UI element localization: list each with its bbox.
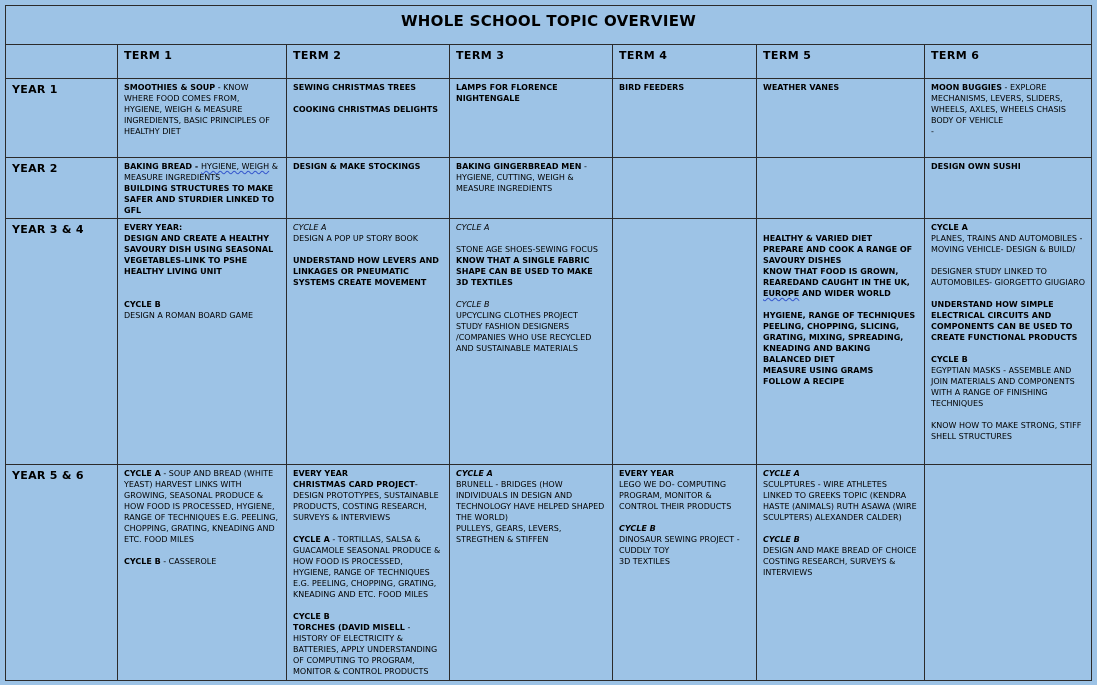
y56-t5-cycle-a: CYCLE A xyxy=(763,469,800,478)
y1-t6-topic: MOON BUGGIES xyxy=(931,83,1002,92)
y1-term-2 xyxy=(287,79,450,158)
y56-term-5 xyxy=(757,465,925,681)
y2-t1-detail: & MEASURE INGREDIENTS xyxy=(124,162,278,182)
page-title: WHOLE SCHOOL TOPIC OVERVIEW xyxy=(6,6,1092,45)
term-4-header: TERM 4 xyxy=(613,45,757,79)
y56-t1-cycle-a: CYCLE A xyxy=(124,469,161,478)
y34-t6-planes: PLANES, TRAINS AND AUTOMOBILES - MOVING VEHICLE- DESIGN & BUILD/ xyxy=(931,234,1083,254)
topic-overview-table xyxy=(5,5,1092,681)
y1-t4-topic: BIRD FEEDERS xyxy=(619,83,685,92)
corner-cell xyxy=(6,45,118,79)
term-1-header: TERM 1 xyxy=(118,45,287,79)
y34-t5-recipe: FOLLOW A RECIPE xyxy=(763,377,845,386)
term-3-header: TERM 3 xyxy=(450,45,613,79)
y1-t1-detail: - KNOW WHERE FOOD COMES FROM, HYGIENE, WEIGH & MEASURE INGREDIENTS, BASIC PRINCIPLES OF HEALTHY DIET xyxy=(124,83,270,136)
y34-term-6 xyxy=(925,219,1092,465)
year-1-row xyxy=(6,79,1092,158)
y34-t5-europe: EUROPE xyxy=(763,289,800,298)
y1-t5-topic: WEATHER VANES xyxy=(763,83,840,92)
y2-term-2 xyxy=(287,158,450,219)
y34-t6-designer: DESIGNER STUDY LINKED TO AUTOMOBILES- GIORGETTO GIUGIARO xyxy=(931,267,1086,287)
y56-t4-cycle-b: CYCLE B xyxy=(619,524,656,533)
y34-t5-grown: KNOW THAT FOOD IS GROWN, REAREDAND CAUGHT IN THE UK, xyxy=(763,267,910,287)
y2-term-1 xyxy=(118,158,287,219)
y34-t1-board-game: DESIGN A ROMAN BOARD GAME xyxy=(124,311,254,320)
y34-term-3 xyxy=(450,219,613,465)
y1-term-3 xyxy=(450,79,613,158)
y34-t1-savoury-dish: DESIGN AND CREATE A HEALTHY SAVOURY DISH USING SEASONAL VEGETABLES-LINK TO PSHE HEALTHY LIVING UNIT xyxy=(124,234,274,276)
y34-term-4 xyxy=(613,219,757,465)
y56-t2-cycle-a: CYCLE A xyxy=(293,535,330,544)
y34-t1-every-year: EVERY YEAR: xyxy=(124,223,183,232)
y56-t1-cycle-b: CYCLE B xyxy=(124,557,161,566)
y56-term-2 xyxy=(287,465,450,681)
y1-t2-topic-a: SEWING CHRISTMAS TREES xyxy=(293,83,417,92)
term-5-header: TERM 5 xyxy=(757,45,925,79)
y34-t3-cycle-a: CYCLE A xyxy=(456,223,490,232)
y34-term-2 xyxy=(287,219,450,465)
y56-t3-brunell: BRUNELL - BRIDGES (HOW INDIVIDUALS IN DESIGN AND TECHNOLOGY HAVE HELPED SHAPED THE WORLD) xyxy=(456,480,605,522)
y2-term-3 xyxy=(450,158,613,219)
y2-t1-structures: BUILDING STRUCTURES TO MAKE SAFER AND STURDIER LINKED TO GFL xyxy=(124,184,275,215)
y34-term-5 xyxy=(757,219,925,465)
y1-t6-detail: - EXPLORE MECHANISMS, LEVERS, SLIDERS, WHEELS, AXLES, WHEELS CHASIS BODY OF VEHICLE xyxy=(931,83,1066,125)
y2-t6-topic: DESIGN OWN SUSHI xyxy=(931,162,1021,171)
y56-t1-casserole: - CASSEROLE xyxy=(160,557,217,566)
year-5-6-row xyxy=(6,465,1092,681)
y1-t1-topic: SMOOTHIES & SOUP xyxy=(124,83,216,92)
y2-t1-topic: BAKING BREAD - xyxy=(124,162,201,171)
term-6-header: TERM 6 xyxy=(925,45,1092,79)
year-1-label: YEAR 1 xyxy=(6,79,118,158)
y34-t5-hygiene: HYGIENE, RANGE OF TECHNIQUES PEELING, CHOPPING, SLICING, GRATING, MIXING, SPREADING, KNEADING AND BAKING xyxy=(763,311,916,353)
year-3-4-row xyxy=(6,219,1092,465)
y56-t2-every-year: EVERY YEAR xyxy=(293,469,349,478)
y34-t6-circuits: UNDERSTAND HOW SIMPLE ELECTRICAL CIRCUITS AND COMPONENTS CAN BE USED TO CREATE FUNCTIONAL PRODUCTS xyxy=(931,300,1078,342)
y34-t5-grams: MEASURE USING GRAMS xyxy=(763,366,874,375)
y56-t5-sculptures: SCULPTURES - WIRE ATHLETES LINKED TO GREEKS TOPIC (KENDRA HASTE (ANIMALS) RUTH ASAWA (WIRE SCULPTERS) ALEXANDER CALDER) xyxy=(763,480,917,522)
y34-t6-shell: KNOW HOW TO MAKE STRONG, STIFF SHELL STRUCTURES xyxy=(931,421,1082,441)
y1-t2-topic-b: COOKING CHRISTMAS DELIGHTS xyxy=(293,105,438,114)
y56-term-1 xyxy=(118,465,287,681)
y34-t1-cycle-b: CYCLE B xyxy=(124,300,161,309)
y34-t2-cycle-a: CYCLE A xyxy=(293,223,327,232)
y2-term-6 xyxy=(925,158,1092,219)
y34-t6-masks: EGYPTIAN MASKS - ASSEMBLE AND JOIN MATERIALS AND COMPONENTS WITH A RANGE OF FINISHING TECHNIQUES xyxy=(931,366,1075,408)
year-2-row xyxy=(6,158,1092,219)
y56-term-4 xyxy=(613,465,757,681)
year-3-4-label: YEAR 3 & 4 xyxy=(6,219,118,465)
y2-t1-underlined: HYGIENE, WEIGH xyxy=(200,162,270,171)
y56-t1-soup: - SOUP AND BREAD (WHITE YEAST) HARVEST LINKS WITH GROWING, SEASONAL PRODUCE & HOW FOOD IS PROCESSED, HYGIENE, RANGE OF TECHNIQUES E.G. PEELING, CHOPPING, GRATING, KNEADING AND ETC. FOOD MILES xyxy=(124,469,279,544)
y34-t3-fabric: KNOW THAT A SINGLE FABRIC SHAPE CAN BE USED TO MAKE 3D TEXTILES xyxy=(456,256,593,287)
y34-t3-stone-age: STONE AGE SHOES-SEWING FOCUS xyxy=(456,245,598,254)
year-5-6-label: YEAR 5 & 6 xyxy=(6,465,118,681)
y2-term-5 xyxy=(757,158,925,219)
y56-t4-every-year: EVERY YEAR xyxy=(619,469,675,478)
y56-t2-tortillas: - TORTILLAS, SALSA & GUACAMOLE SEASONAL PRODUCE & HOW FOOD IS PROCESSED, HYGIENE, RANGE OF TECHNIQUES E.G. PEELING, CHOPPING, GRATING, KNEADING AND ETC. FOOD MILES xyxy=(293,535,441,599)
y34-t3-upcycling: UPCYCLING CLOTHES PROJECT STUDY FASHION DESIGNERS /COMPANIES WHO USE RECYCLED AND SUSTAINABLE MATERIALS xyxy=(456,311,592,353)
y56-t2-card-detail: -DESIGN PROTOTYPES, SUSTAINABLE PRODUCTS, COSTING RESEARCH, SURVEYS & INTERVIEWS xyxy=(293,480,439,522)
y2-term-4 xyxy=(613,158,757,219)
y34-t5-balanced: BALANCED DIET xyxy=(763,355,835,364)
y2-t2-topic: DESIGN & MAKE STOCKINGS xyxy=(293,162,421,171)
y34-t5-prepare: PREPARE AND COOK A RANGE OF SAVOURY DISHES xyxy=(763,245,913,265)
y34-term-1 xyxy=(118,219,287,465)
y34-t6-cycle-a: CYCLE A xyxy=(931,223,968,232)
y56-t2-torches-detail: - HISTORY OF ELECTRICITY & BATTERIES, APPLY UNDERSTANDING OF COMPUTING TO PROGRAM, MONITOR & CONTROL PRODUCTS xyxy=(293,623,438,676)
term-2-header: TERM 2 xyxy=(287,45,450,79)
y56-t3-cycle-a: CYCLE A xyxy=(456,469,493,478)
y1-term-4 xyxy=(613,79,757,158)
y1-term-5 xyxy=(757,79,925,158)
y56-t2-card: CHRISTMAS CARD PROJECT xyxy=(293,480,415,489)
y1-t3-topic: LAMPS FOR FLORENCE NIGHTENGALE xyxy=(456,83,558,103)
y56-term-3 xyxy=(450,465,613,681)
header-row xyxy=(6,45,1092,79)
y34-t5-healthy: HEALTHY & VARIED DIET xyxy=(763,234,873,243)
y56-t5-cycle-b: CYCLE B xyxy=(763,535,800,544)
y56-t3-pulleys: PULLEYS, GEARS, LEVERS, STREGTHEN & STIFFEN xyxy=(456,524,562,544)
y56-t4-textiles: 3D TEXTILES xyxy=(619,557,670,566)
y56-t4-dinosaur: DINOSAUR SEWING PROJECT - CUDDLY TOY xyxy=(619,535,740,555)
y56-t2-torches: TORCHES (DAVID MISELL xyxy=(293,623,405,632)
y56-term-6 xyxy=(925,465,1092,681)
y1-term-6 xyxy=(925,79,1092,158)
y34-t3-cycle-b: CYCLE B xyxy=(456,300,490,309)
y56-t2-cycle-b: CYCLE B xyxy=(293,612,330,621)
y34-t6-cycle-b: CYCLE B xyxy=(931,355,968,364)
y34-t2-levers: UNDERSTAND HOW LEVERS AND LINKAGES OR PNEUMATIC SYSTEMS CREATE MOVEMENT xyxy=(293,256,439,287)
y1-t6-dash: - xyxy=(931,127,934,136)
y56-t4-lego: LEGO WE DO- COMPUTING PROGRAM, MONITOR & CONTROL THEIR PRODUCTS xyxy=(619,480,732,511)
y34-t2-pop-up: DESIGN A POP UP STORY BOOK xyxy=(293,234,419,243)
y1-term-1 xyxy=(118,79,287,158)
y2-t3-topic: BAKING GINGERBREAD MEN xyxy=(456,162,582,171)
y2-t3-detail: - HYGIENE, CUTTING, WEIGH & MEASURE INGREDIENTS xyxy=(456,162,587,193)
y34-t5-world: AND WIDER WORLD xyxy=(799,289,891,298)
year-2-label: YEAR 2 xyxy=(6,158,118,219)
y56-t5-bread: DESIGN AND MAKE BREAD OF CHOICE COSTING RESEARCH, SURVEYS & INTERVIEWS xyxy=(763,546,917,577)
